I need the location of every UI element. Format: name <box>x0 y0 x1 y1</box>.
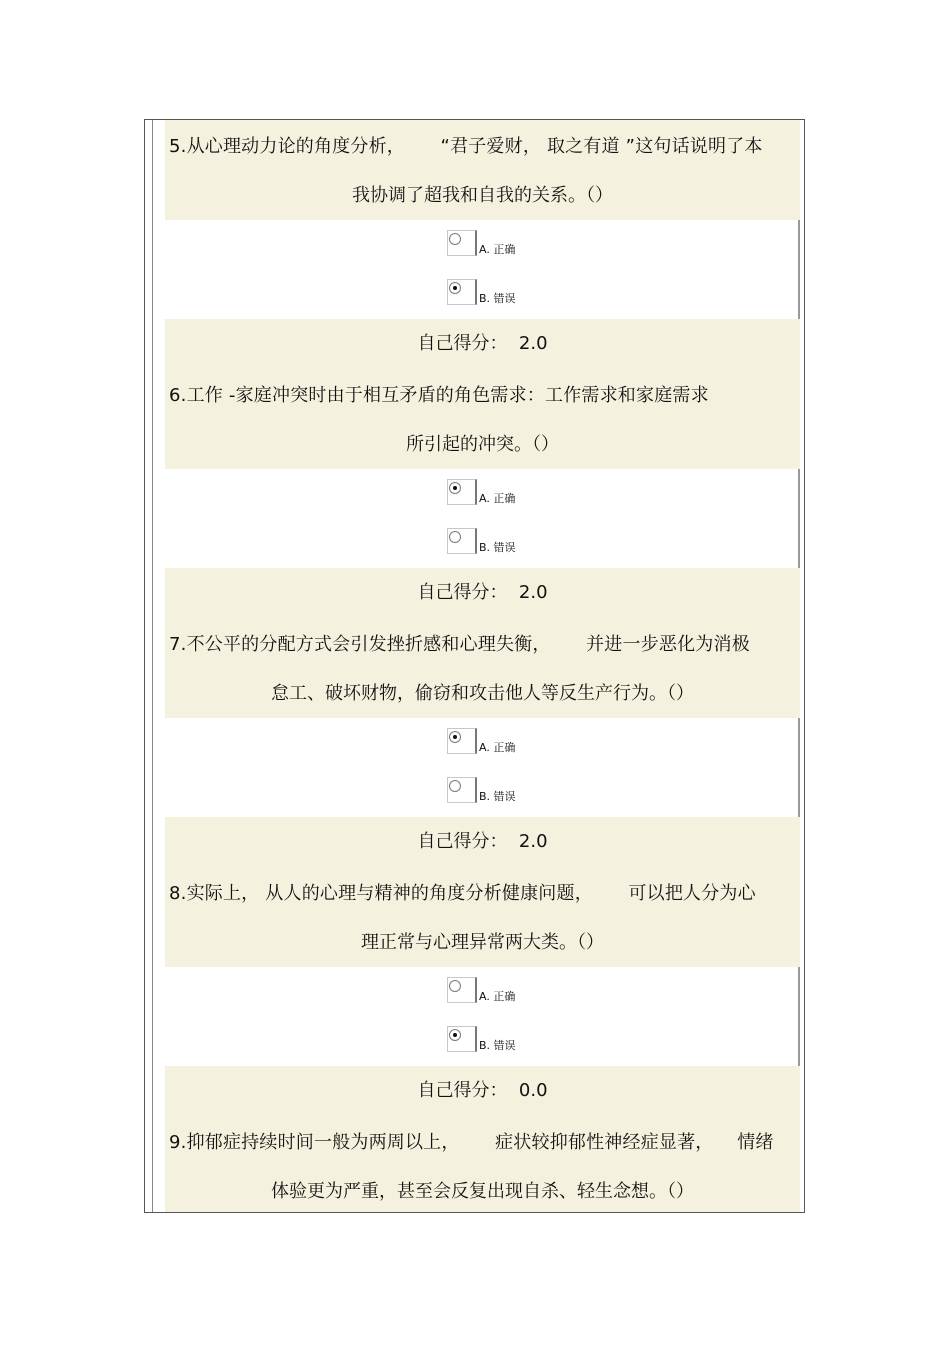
radio-checked-icon[interactable] <box>449 282 461 294</box>
score-value: 2.0 <box>518 333 548 354</box>
frame-inner-border <box>152 120 153 1212</box>
question-line-2: 体验更为严重，甚至会反复出现自杀、轻生念想。（） <box>271 1181 694 1202</box>
quiz-frame <box>144 119 805 1213</box>
options-group-8 <box>165 967 800 1066</box>
question-text-9 <box>165 1116 800 1213</box>
radio-unchecked-icon[interactable] <box>449 780 461 792</box>
score-value: 2.0 <box>518 831 548 852</box>
score-label: 自己得分： <box>417 333 508 354</box>
option-a[interactable] <box>447 728 515 754</box>
options-group-7 <box>165 718 800 817</box>
question-line-1: 7.不公平的分配方式会引发挫折感和心理失衡， 并进一步恶化为消极 <box>169 634 750 655</box>
question-text-7 <box>165 618 800 718</box>
option-b[interactable] <box>447 528 516 554</box>
options-group-5 <box>165 220 800 319</box>
radio-box[interactable] <box>447 230 477 256</box>
option-a[interactable] <box>447 977 515 1003</box>
score-row-5 <box>165 319 800 369</box>
options-group-6 <box>165 469 800 568</box>
question-text-6 <box>165 369 800 469</box>
score-label: 自己得分： <box>417 1080 508 1101</box>
option-label: A. 正确 <box>479 243 516 256</box>
option-label: B. 错误 <box>479 292 516 305</box>
question-line-1: 5.从心理动力论的角度分析， “君子爱财， 取之有道 ”这句话说明了本 <box>169 136 763 157</box>
radio-unchecked-icon[interactable] <box>449 980 461 992</box>
radio-checked-icon[interactable] <box>449 1029 461 1041</box>
question-line-2: 所引起的冲突。（） <box>406 434 559 455</box>
radio-box[interactable] <box>447 528 477 554</box>
radio-box[interactable] <box>447 479 477 505</box>
option-label: B. 错误 <box>479 1039 516 1052</box>
option-label: B. 错误 <box>479 541 516 554</box>
option-label: B. 错误 <box>479 790 516 803</box>
option-b[interactable] <box>447 279 516 305</box>
option-label: A. 正确 <box>479 990 516 1003</box>
radio-unchecked-icon[interactable] <box>449 233 461 245</box>
question-text-8 <box>165 867 800 967</box>
radio-box[interactable] <box>447 777 477 803</box>
option-label: A. 正确 <box>479 492 516 505</box>
option-a[interactable] <box>447 230 515 256</box>
option-label: A. 正确 <box>479 741 516 754</box>
radio-checked-icon[interactable] <box>449 482 461 494</box>
score-value: 0.0 <box>518 1080 548 1101</box>
radio-box[interactable] <box>447 977 477 1003</box>
score-value: 2.0 <box>518 582 548 603</box>
score-row-8 <box>165 1066 800 1116</box>
question-line-2: 我协调了超我和自我的关系。（） <box>352 185 613 206</box>
question-line-1: 9.抑郁症持续时间一般为两周以上， 症状较抑郁性神经症显著， 情绪 <box>169 1132 774 1153</box>
score-row-6 <box>165 568 800 618</box>
option-b[interactable] <box>447 777 516 803</box>
option-a[interactable] <box>447 479 515 505</box>
radio-unchecked-icon[interactable] <box>449 531 461 543</box>
score-label: 自己得分： <box>417 582 508 603</box>
radio-checked-icon[interactable] <box>449 731 461 743</box>
radio-box[interactable] <box>447 1026 477 1052</box>
question-line-2: 怠工、破坏财物，偷窃和攻击他人等反生产行为。（） <box>271 683 694 704</box>
question-line-2: 理正常与心理异常两大类。（） <box>361 932 604 953</box>
radio-box[interactable] <box>447 279 477 305</box>
option-b[interactable] <box>447 1026 516 1052</box>
question-line-1: 6.工作 -家庭冲突时由于相互矛盾的角色需求：工作需求和家庭需求 <box>169 385 709 406</box>
score-label: 自己得分： <box>417 831 508 852</box>
question-text-5 <box>165 120 800 220</box>
question-line-1: 8.实际上， 从人的心理与精神的角度分析健康问题， 可以把人分为心 <box>169 883 756 904</box>
score-row-7 <box>165 817 800 867</box>
radio-box[interactable] <box>447 728 477 754</box>
